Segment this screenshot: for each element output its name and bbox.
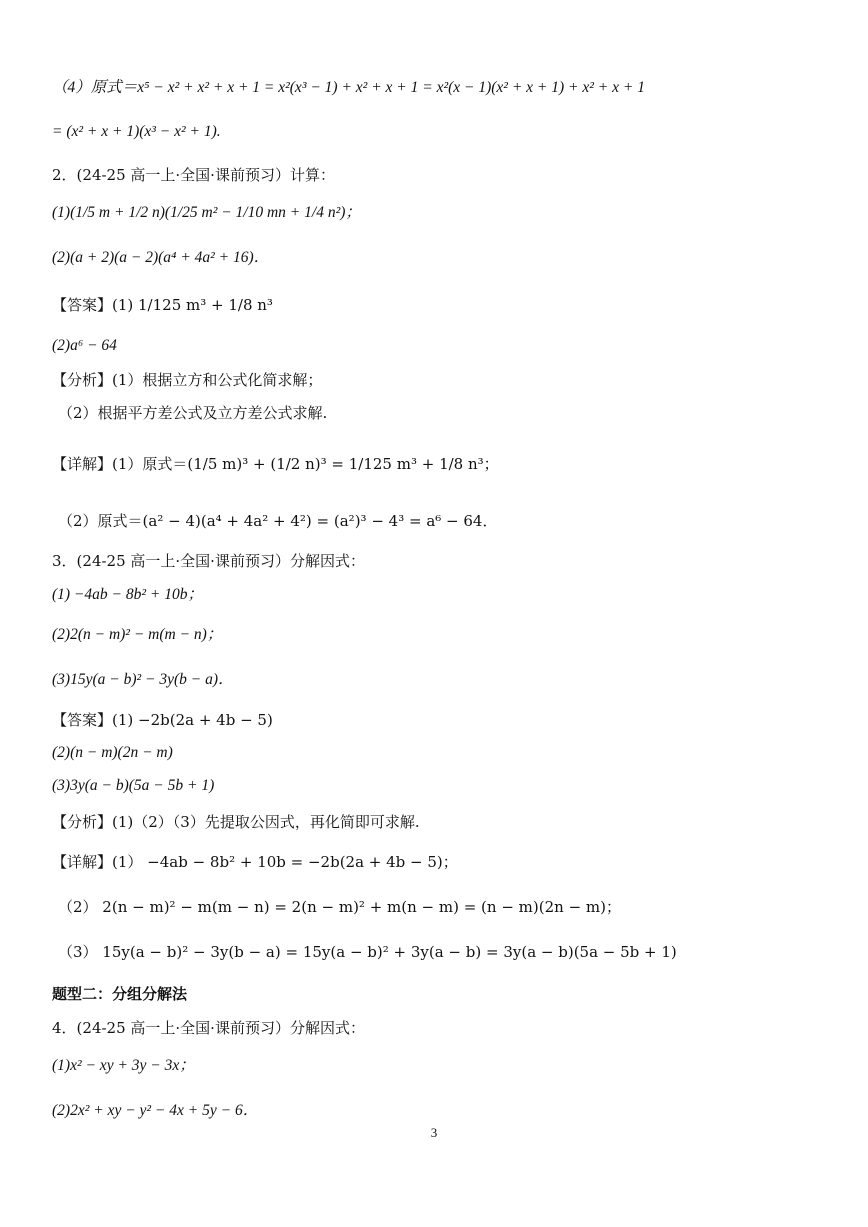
detail-label: 【详解】(1） −4ab − 8b² + 10b = −2b(2a + 4b − 5)； xyxy=(52,853,458,871)
text-line: (1)x² − xy + 3y − 3x； xyxy=(52,1057,195,1074)
question-heading: 3．(24-25 高一上·全国·课前预习）分解因式： xyxy=(52,552,365,570)
question-heading: 4．(24-25 高一上·全国·课前预习）分解因式： xyxy=(52,1019,365,1037)
text-line: (3)3y(a − b)(5a − 5b + 1) xyxy=(52,777,215,794)
text-line: （4）原式＝x⁵ − x² + x² + x + 1 = x²(x³ − 1) + x² + x + 1 = x²(x − 1)(x² + x + 1) + x² + x + 1 xyxy=(52,79,645,96)
text-line: (2)(a + 2)(a − 2)(a⁴ + 4a² + 16)． xyxy=(52,249,270,266)
analysis-label: 【分析】(1)（2）（3）先提取公因式，再化简即可求解. xyxy=(52,813,420,831)
text-line: (1)(1/5 m + 1/2 n)(1/25 m² − 1/10 mn + 1/4 n²)； xyxy=(52,204,361,221)
section-heading: 题型二：分组分解法 xyxy=(52,985,188,1003)
answer-label: 【答案】(1) −2b(2a + 4b − 5) xyxy=(52,711,273,729)
text-line: (2)2(n − m)² − m(m − n)； xyxy=(52,626,223,643)
text-line: （2） 2(n − m)² − m(m − n) = 2(n − m)² + m(n − m) = (n − m)(2n − m)； xyxy=(58,898,621,916)
page-number: 3 xyxy=(430,1125,438,1140)
text-line: （2）原式＝(a² − 4)(a⁴ + 4a² + 4²) = (a²)³ − 4³ = a⁶ − 64． xyxy=(58,512,498,530)
text-line: = (x² + x + 1)(x³ − x² + 1). xyxy=(52,123,221,140)
text-line: (2)2x² + xy − y² − 4x + 5y − 6． xyxy=(52,1102,259,1119)
text-line: (2)(n − m)(2n − m) xyxy=(52,744,173,761)
text-line: (1) −4ab − 8b² + 10b； xyxy=(52,586,203,603)
text-line: （2）根据平方差公式及立方差公式求解. xyxy=(58,404,328,422)
text-line: (2)a⁶ − 64 xyxy=(52,337,117,354)
detail-label: 【详解】(1）原式＝(1/5 m)³ + (1/2 n)³ = 1/125 m³ + 1/8 n³； xyxy=(52,455,499,473)
text-line: （3） 15y(a − b)² − 3y(b − a) = 15y(a − b)² + 3y(a − b) = 3y(a − b)(5a − 5b + 1) xyxy=(58,943,677,961)
analysis-label: 【分析】(1）根据立方和公式化简求解； xyxy=(52,371,323,389)
question-heading: 2．(24-25 高一上·全国·课前预习）计算： xyxy=(52,166,335,184)
text-line: (3)15y(a − b)² − 3y(b − a)． xyxy=(52,671,234,688)
answer-label: 【答案】(1) 1/125 m³ + 1/8 n³ xyxy=(52,296,273,314)
